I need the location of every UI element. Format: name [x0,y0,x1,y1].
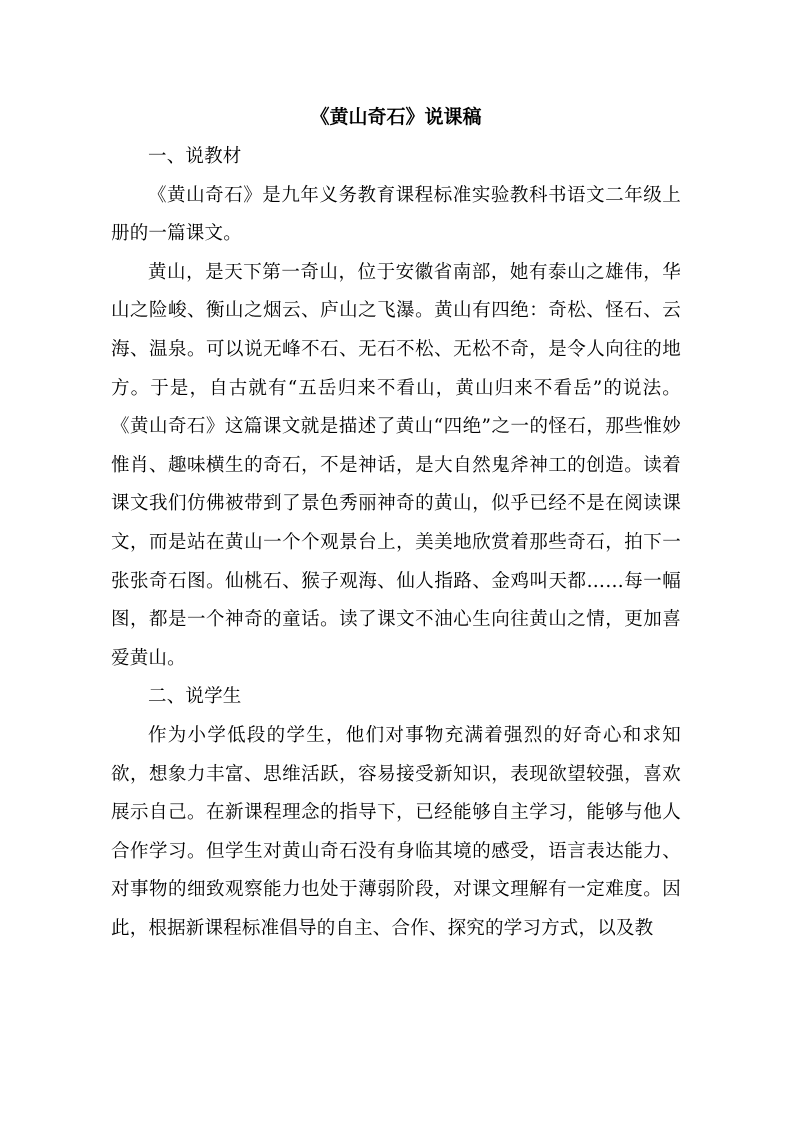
document-body [111,138,681,948]
section-heading-students: 二、说学生 [148,686,242,708]
section-heading-textbook: 一、说教材 [148,146,242,167]
document-page [111,0,681,1123]
document-title: 《黄山奇石》说课稿 [310,106,482,128]
paragraph-textbook-intro: 《黄山奇石》是九年义务教育课程标准实验教科书语文二年级上册的一篇课文。 [111,184,681,245]
paragraph-huangshan-description: 黄山，是天下第一奇山，位于安徽省南部，她有泰山之雄伟，华山之险峻、衡山之烟云、庐山之飞瀑。黄山有四绝：奇松、怪石、云海、温泉。可以说无峰不石、无石不松、无松不奇，是令人向往的地方。于是，自古就有“五岳归来不看山，黄山归来不看岳”的说法。《黄山奇石》这篇课文就是描述了黄山“四绝”之一的怪石，那些惟妙惟肖、趣味横生的奇石，不是神话，是大自然鬼斧神工的创造。读着课文我们仿佛被带到了景色秀丽神奇的黄山，似乎已经不是在阅读课文，而是站在黄山一个个观景台上，美美地欣赏着那些奇石，拍下一张张奇石图。仙桃石、猴子观海、仙人指路、金鸡叫天都……每一幅图，都是一个神奇的童话。读了课文不油心生向往黄山之情，更加喜爱黄山。 [111,261,681,669]
paragraph-students-analysis: 作为小学低段的学生，他们对事物充满着强烈的好奇心和求知欲，想象力丰富、思维活跃，容易接受新知识，表现欲望较强，喜欢展示自己。在新课程理念的指导下，已经能够自主学习，能够与他人合作学习。但学生对黄山奇石没有身临其境的感受，语言表达能力、对事物的细致观察能力也处于薄弱阶段，对课文理解有一定难度。因此，根据新课程标准倡导的自主、合作、探究的学习方式，以及教 [111,724,681,939]
